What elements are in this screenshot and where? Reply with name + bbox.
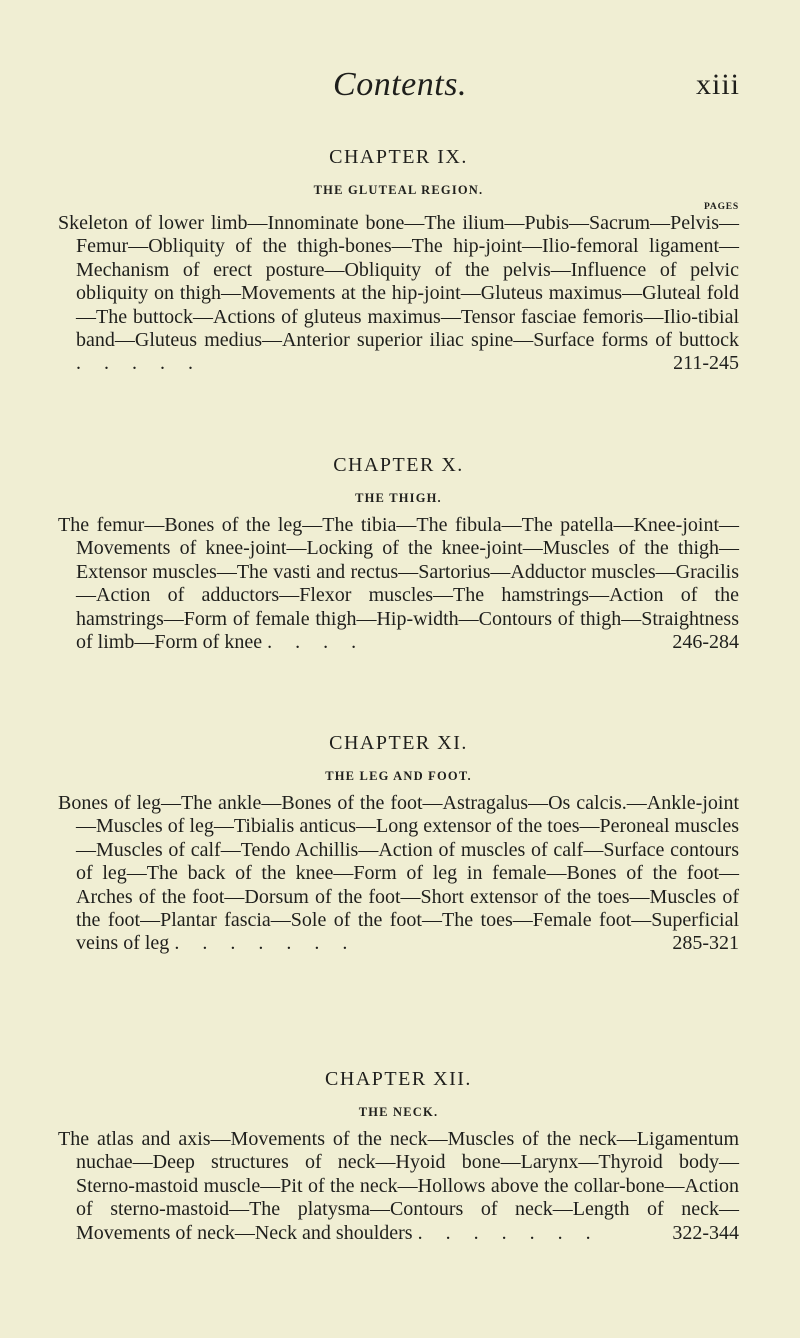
chapter-summary-text: The femur—Bones of the leg—The tibia—The fibula—The patella—Knee-joint—Movements of knee-joint—Locking of the knee-joint—Muscles of the thigh—Extensor muscles—The vasti and rectus—Sartorius—Adductor muscles—Gracilis—Action of adductors—Flexor muscles—The hamstrings—Action of the hamstrings—Form of female thigh—Hip-width—Contours of thigh—Straightness of limb—Form of knee: [58, 514, 739, 654]
page-range: 246-284: [672, 631, 739, 654]
chapter-summary-text: Bones of leg—The ankle—Bones of the foot—Astragalus—Os calcis.—Ankle-joint—Muscles of leg—Tibialis anticus—Long extensor of the toes—Peroneal muscles—Muscles of calf—Tendo Achillis—Action of muscles of calf—Surface contours of leg—The back of the knee—Form of leg in female—Bones of the foot—Arches of the foot—Dorsum of the foot—Short extensor of the toes—Muscles of the foot—Plantar fascia—Sole of the foot—The toes—Female foot—Superficial veins of leg: [58, 792, 739, 955]
chapter-x: [58, 454, 739, 654]
chapter-number: CHAPTER XII.: [325, 1068, 472, 1090]
chapter-summary-text: Skeleton of lower limb—Innominate bone—The ilium—Pubis—Sacrum—Pelvis—Femur—Obliquity of the thigh-bones—The hip-joint—Ilio-femoral ligament—Mechanism of erect posture—Obliquity of the pelvis—Influence of pelvic obliquity on thigh—Movements at the hip-joint—Gluteus maximus—Gluteal fold—The buttock—Actions of gluteus maximus—Tensor fasciae femoris—Ilio-tibial band—Gluteus medius—Anterior superior iliac spine—Surface forms of buttock: [58, 212, 739, 352]
chapter-summary: [58, 212, 739, 376]
chapter-summary: [58, 1128, 739, 1245]
chapter-summary: [58, 514, 739, 654]
leader-dots: . . . . .: [76, 352, 202, 375]
chapter-title: THE LEG AND FOOT.: [325, 769, 472, 783]
chapter-title: THE GLUTEAL REGION.: [313, 183, 484, 197]
running-head: [0, 46, 800, 106]
chapter-xi: [58, 732, 739, 956]
page-range: 322-344: [672, 1221, 739, 1244]
chapter-summary-text: The atlas and axis—Movements of the neck—Muscles of the neck—Ligamentum nuchae—Deep structures of neck—Hyoid bone—Larynx—Thyroid body—Sterno-mastoid muscle—Pit of the neck—Hollows above the collar-bone—Action of sterno-mastoid—The platysma—Contours of neck—Length of neck—Movements of neck—Neck and shoulders: [58, 1128, 739, 1244]
leader-dots: . . . .: [267, 631, 366, 654]
leader-dots: . . . . . . .: [417, 1221, 600, 1244]
chapter-title: THE NECK.: [358, 1105, 439, 1119]
page-range: 285-321: [672, 932, 739, 955]
chapter-xii: [58, 1068, 739, 1245]
chapter-ix: [58, 146, 739, 376]
leader-dots: . . . . . . .: [174, 932, 357, 955]
pages-column-label: PAGES: [704, 202, 739, 212]
chapter-title: THE THIGH.: [355, 491, 442, 505]
page-range: 211-245: [673, 352, 739, 375]
chapter-number: CHAPTER X.: [333, 454, 464, 476]
chapter-number: CHAPTER IX.: [329, 146, 468, 168]
page-number: xiii: [695, 68, 740, 101]
chapter-number: CHAPTER XI.: [329, 732, 468, 754]
chapter-summary: [58, 792, 739, 956]
running-title: Contents.: [333, 66, 467, 103]
